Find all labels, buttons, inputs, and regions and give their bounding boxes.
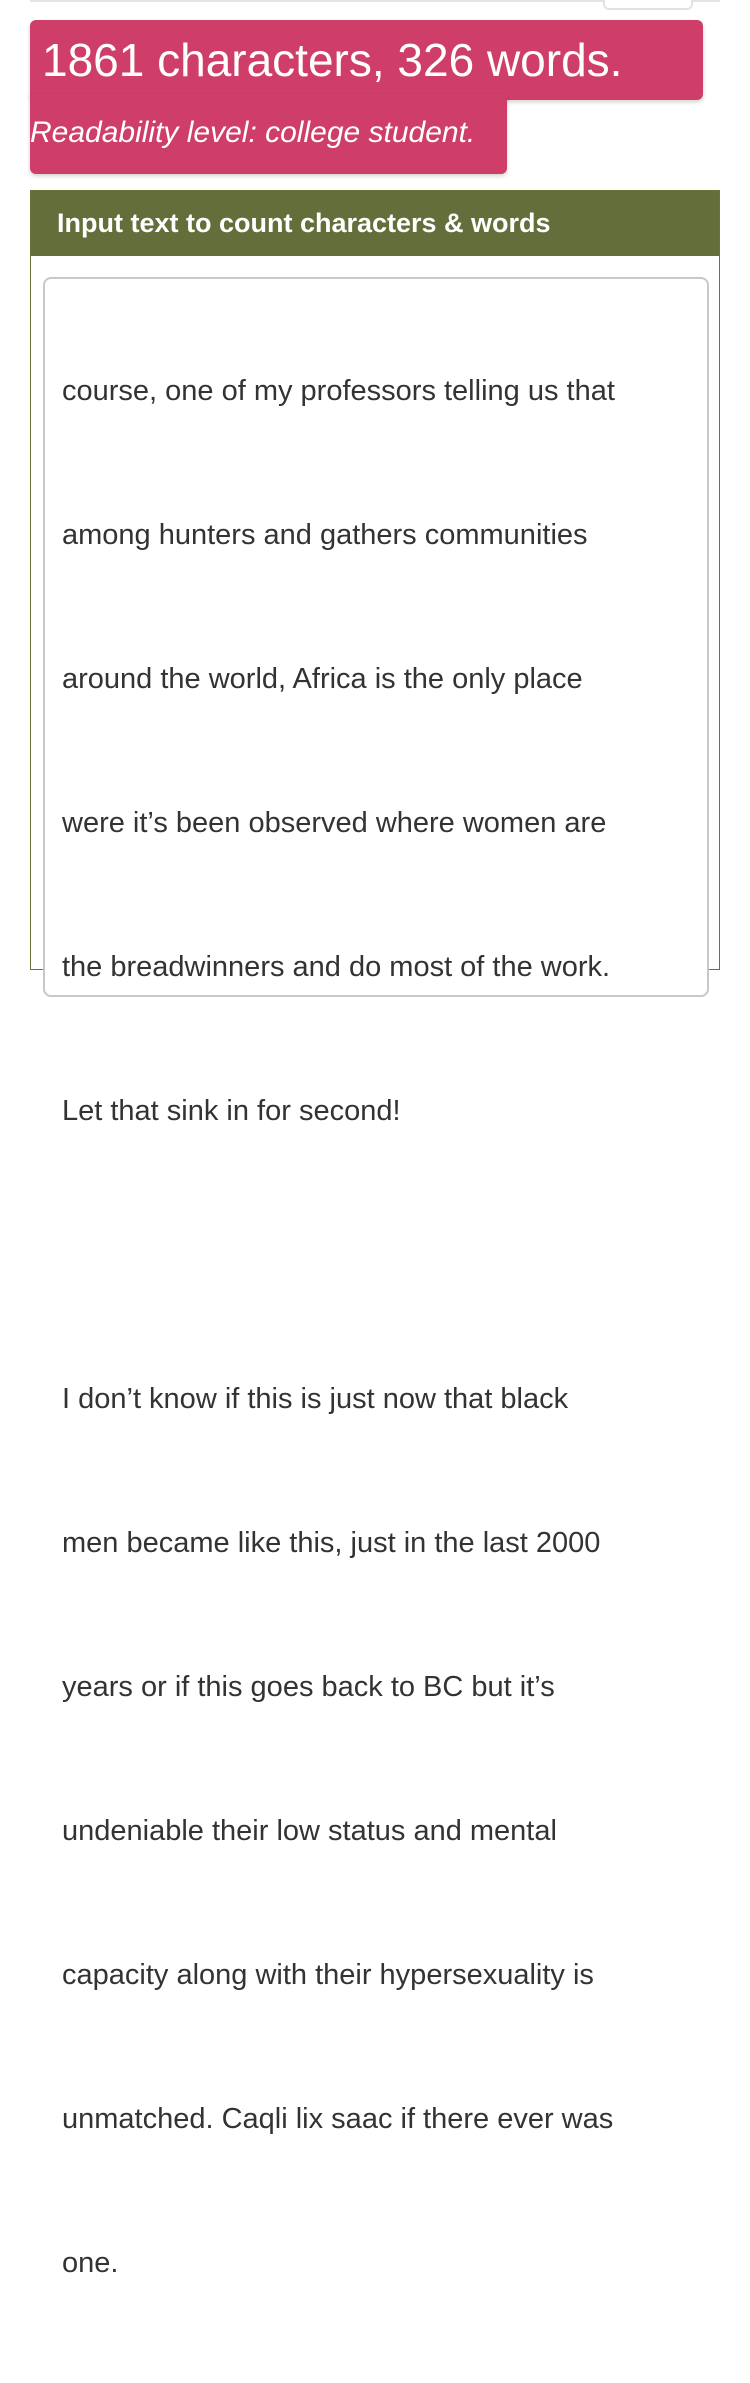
text-line: were it’s been observed where women are — [62, 807, 607, 839]
text-input-content[interactable] — [62, 271, 692, 2383]
text-line: men became like this, just in the last 2000 — [62, 1527, 601, 1559]
panel-title: Input text to count characters & words — [57, 208, 551, 238]
input-panel — [30, 190, 720, 2279]
text-line: capacity along with their hypersexuality is — [62, 1959, 594, 1991]
text-line — [62, 1231, 692, 1279]
text-line: years or if this goes back to BC but it’s — [62, 1671, 555, 1703]
text-line: undeniable their low status and mental — [62, 1815, 557, 1847]
text-line: one. — [62, 2247, 119, 2279]
text-line: among hunters and gathers communities — [62, 519, 588, 551]
text-line: the breadwinners and do most of the work. — [62, 951, 611, 983]
text-line: I don’t know if this is just now that black — [62, 1383, 569, 1415]
text-line: course, one of my professors telling us that — [62, 375, 615, 407]
readability-badge — [30, 94, 507, 174]
readability-text: Readability level: college student. — [30, 116, 476, 149]
top-control[interactable] — [603, 0, 693, 10]
text-line: unmatched. Caqli lix saac if there ever was — [62, 2103, 614, 2135]
count-text: 1861 characters, 326 words. — [42, 34, 623, 86]
character-word-count-badge — [30, 20, 703, 100]
text-line: around the world, Africa is the only place — [62, 663, 583, 695]
text-line: Let that sink in for second! — [62, 1095, 401, 1127]
text-input-area[interactable] — [43, 277, 709, 2279]
panel-heading — [31, 191, 719, 256]
